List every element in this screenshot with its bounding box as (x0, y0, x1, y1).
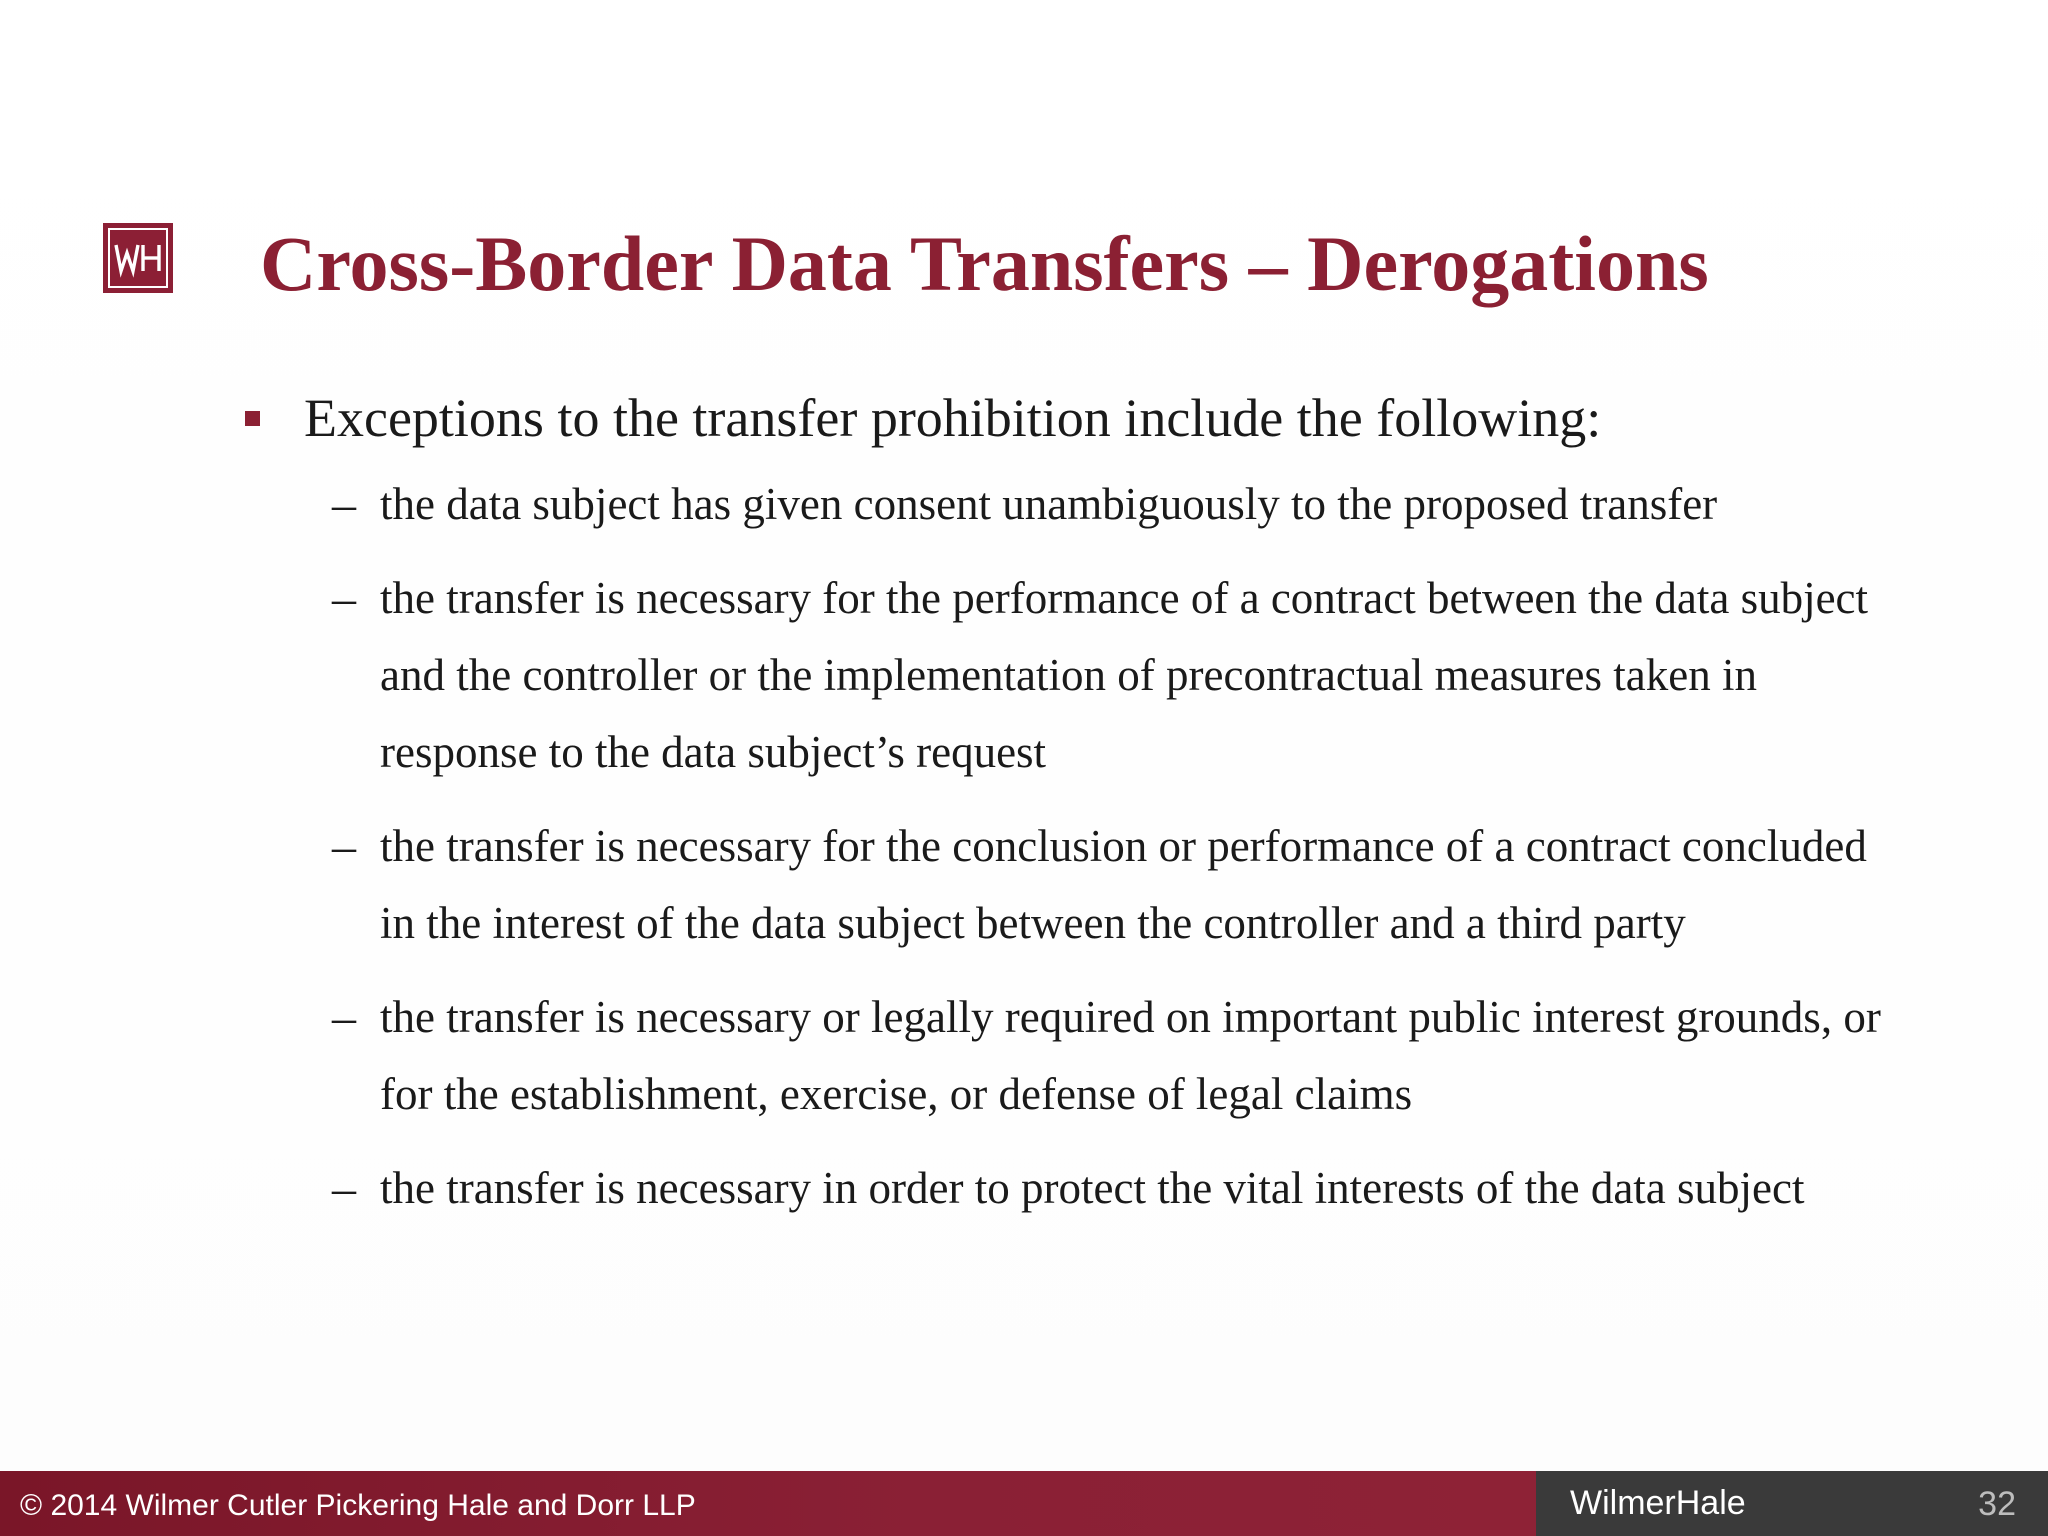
list-item (240, 808, 1900, 962)
list-item (240, 979, 1900, 1133)
slide-footer (0, 1471, 2048, 1536)
list-item-text: the transfer is necessary or legally required on important public interest grounds, or for the establishment, exercise, or defense of legal claims (380, 992, 1881, 1119)
dash-bullet-icon: – (332, 991, 356, 1044)
dash-bullet-icon: – (332, 1162, 356, 1215)
list-item-text: the transfer is necessary for the conclusion or performance of a contract concluded in the interest of the data subject between the controller and a third party (380, 821, 1867, 948)
square-bullet-icon (245, 411, 260, 426)
page-number: 32 (1978, 1485, 2016, 1523)
dash-bullet-icon: – (332, 820, 356, 873)
list-item (240, 1150, 1900, 1227)
brand-name: WilmerHale (1570, 1484, 1746, 1522)
slide-body (240, 380, 1900, 1244)
slide-title: Cross-Border Data Transfers – Derogations (260, 220, 1709, 307)
footer-copyright-bar (0, 1471, 1536, 1536)
copyright-text: © 2014 Wilmer Cutler Pickering Hale and Dorr LLP (20, 1489, 696, 1522)
list-item (240, 560, 1900, 791)
footer-brand-bar (1536, 1471, 2048, 1536)
list-item (240, 466, 1900, 543)
dash-bullet-icon: – (332, 478, 356, 531)
dash-bullet-icon: – (332, 572, 356, 625)
intro-bullet (240, 380, 1900, 456)
wilmerhale-logo (103, 223, 173, 293)
intro-text: Exceptions to the transfer prohibition include the following: (304, 388, 1602, 448)
list-item-text: the transfer is necessary in order to protect the vital interests of the data subject (380, 1163, 1805, 1213)
list-item-text: the transfer is necessary for the performance of a contract between the data subject and the controller or the implementation of precontractual measures taken in response to the data subject’s request (380, 573, 1869, 777)
list-item-text: the data subject has given consent unambiguously to the proposed transfer (380, 479, 1718, 529)
wh-logo-mark (103, 223, 173, 293)
